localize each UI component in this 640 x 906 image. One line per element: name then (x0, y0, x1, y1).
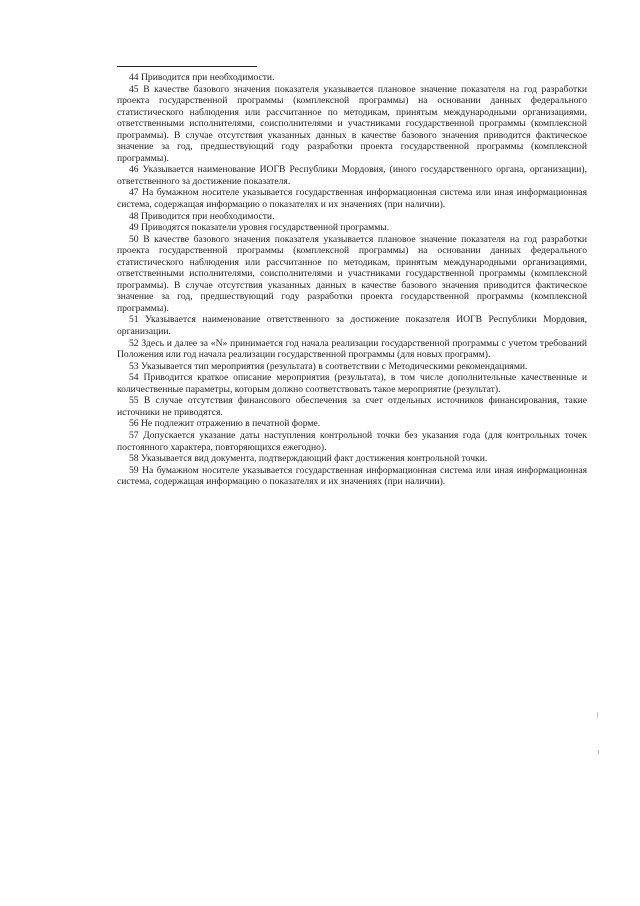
footnote-58 (117, 453, 587, 465)
footnote-number: 59 (129, 464, 139, 476)
footnote-text: Указывается вид документа, подтверждающий факт достижения контрольной точки. (141, 453, 488, 465)
footnote-number: 55 (129, 395, 139, 407)
footnote-number: 52 (129, 337, 139, 349)
footnote-text: На бумажном носителе указывается государственная информационная система или иная информационная система, содержащая информацию о показателях и их значениях (при наличии). (117, 187, 587, 211)
footnote-text: В случае отсутствия финансового обеспечения за счет отдельных источников финансирования, такие источники не приводятся. (117, 395, 587, 418)
footnotes-block (117, 72, 587, 488)
footnote-text: Допускается указание даты наступления контрольной точки без указания года (для контрольных точек постоянного характера, повторяющихся ежегодно). (117, 429, 587, 453)
footnote-45 (117, 84, 587, 165)
footnote-48 (117, 211, 587, 223)
footnote-text: Указывается тип мероприятия (результата) в соответствии с Методическими рекомендациями. (141, 360, 528, 372)
footnote-56 (117, 418, 587, 430)
footnote-number: 51 (129, 314, 139, 326)
footnote-59 (117, 465, 587, 488)
footnote-text: Не подлежит отражению в печатной форме. (141, 418, 321, 430)
footnote-51 (117, 314, 587, 337)
footnote-47 (117, 187, 587, 210)
footnote-text: Приводится краткое описание мероприятия (результата), в том числе дополнительные качественные и количественные параметры, которым должно соответствовать такое мероприятие (результат). (117, 372, 587, 395)
footnote-number: 56 (129, 418, 139, 430)
footnote-text: Приводятся показатели уровня государственной программы. (141, 222, 390, 234)
footnote-55 (117, 395, 587, 418)
scan-mark (598, 750, 599, 755)
footnote-number: 49 (129, 222, 139, 234)
footnote-text: Указывается наименование ответственного за достижение показателя ИОГВ Республики Мордовия, организации. (117, 314, 588, 338)
footnote-50 (117, 234, 587, 315)
footnote-text: Приводится при необходимости. (141, 72, 275, 83)
scan-mark (597, 712, 598, 718)
footnote-number: 58 (129, 453, 139, 465)
footnote-number: 50 (129, 233, 139, 245)
footnote-number: 47 (129, 187, 139, 199)
footnote-number: 46 (129, 164, 139, 176)
footnote-text: В качестве базового значения показателя указывается плановое значение показателя на год разработки проекта государственной программы (комплексной программы) на основании данных федерального статистического наблюдения или рассчитанное по методикам, принятым международными организациями, ответственными исполнителями, соисполнителями и участниками государственной программы (комплексной программы). В случае отсутствия указанных данных в качестве базового значения приводится фактическое значение за год, предшествующий году разработки проекта государственной программы (комплексной программы). (117, 233, 587, 314)
footnote-44 (117, 72, 587, 84)
footnote-46 (117, 164, 587, 187)
footnote-number: 57 (129, 429, 139, 441)
footnote-number: 53 (129, 360, 139, 372)
footnote-text: Приводится при необходимости. (141, 210, 275, 222)
footnote-number: 45 (129, 83, 139, 95)
footnote-text: Указывается наименование ИОГВ Республики Мордовия, (иного государственного органа, организации), ответственного за достижение показателя. (117, 164, 587, 187)
footnote-number: 54 (129, 372, 139, 384)
footnote-separator (117, 66, 257, 67)
footnote-text: На бумажном носителе указывается государственная информационная система или иная информационная система, содержащая информацию о показателях и их значениях (при наличии). (117, 464, 587, 488)
footnote-number: 48 (129, 210, 139, 222)
footnote-49 (117, 222, 587, 234)
footnote-52 (117, 338, 587, 361)
footnote-54 (117, 372, 587, 395)
footnote-57 (117, 430, 587, 453)
footnote-text: Здесь и далее за «N» принимается год начала реализации государственной программы с учетом требований Положения или год начала реализации государственной программы (для новых программ). (117, 337, 587, 361)
footnote-text: В качестве базового значения показателя указывается плановое значение показателя на год разработки проекта государственной программы (комплексной программы) на основании данных федерального статистического наблюдения или рассчитанное по методикам, принятым международными организациями, ответственными исполнителями, соисполнителями и участниками государственной программы (комплексной программы). В случае отсутствия указанных данных в качестве базового значения приводится фактическое значение за год, предшествующий году разработки проекта государственной программы (комплексной программы). (117, 83, 587, 164)
footnote-53 (117, 361, 587, 373)
footnote-number: 44 (129, 72, 139, 83)
